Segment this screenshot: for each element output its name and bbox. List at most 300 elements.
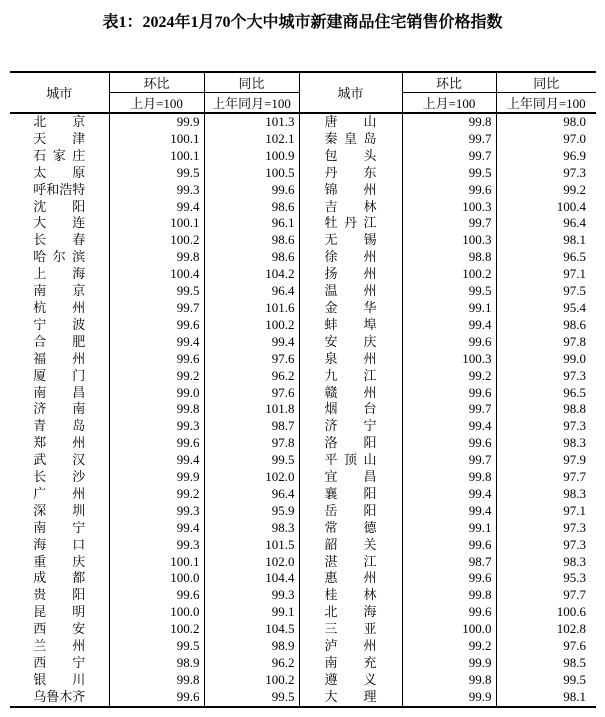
mom-value-cell: 99.5 bbox=[109, 283, 204, 300]
mom-value-cell: 99.6 bbox=[402, 570, 496, 587]
city-name: 赣州 bbox=[324, 384, 377, 400]
mom-value-cell: 100.2 bbox=[402, 266, 496, 283]
header-yoy-base-left: 上年同月=100 bbox=[204, 93, 299, 114]
yoy-value-cell: 98.3 bbox=[496, 486, 596, 503]
table-row bbox=[10, 655, 596, 672]
mom-value-cell: 99.7 bbox=[402, 131, 496, 148]
yoy-value-cell: 96.4 bbox=[204, 486, 299, 503]
mom-value-cell: 99.7 bbox=[109, 300, 204, 317]
city-name: 南昌 bbox=[33, 384, 86, 400]
yoy-value-cell: 97.3 bbox=[496, 520, 596, 537]
mom-value-cell: 99.4 bbox=[402, 503, 496, 520]
yoy-value-cell: 99.4 bbox=[204, 334, 299, 351]
city-cell bbox=[10, 520, 109, 537]
table-row bbox=[10, 148, 596, 165]
mom-value-cell: 99.6 bbox=[109, 317, 204, 334]
yoy-value-cell: 98.6 bbox=[204, 249, 299, 266]
city-cell bbox=[10, 604, 109, 621]
mom-value-cell: 99.6 bbox=[402, 182, 496, 199]
mom-value-cell: 99.6 bbox=[109, 435, 204, 452]
mom-value-cell: 100.0 bbox=[109, 604, 204, 621]
header-mom-base-right: 上月=100 bbox=[402, 93, 496, 114]
mom-value-cell: 99.3 bbox=[109, 418, 204, 435]
yoy-value-cell: 97.3 bbox=[496, 165, 596, 182]
city-name: 北京 bbox=[33, 114, 86, 129]
mom-value-cell: 99.1 bbox=[402, 300, 496, 317]
mom-value-cell: 100.3 bbox=[402, 351, 496, 368]
city-cell bbox=[299, 148, 402, 165]
mom-value-cell: 99.4 bbox=[402, 418, 496, 435]
city-name: 沈阳 bbox=[33, 198, 86, 214]
mom-value-cell: 99.4 bbox=[402, 486, 496, 503]
mom-value-cell: 99.2 bbox=[402, 638, 496, 655]
mom-value-cell: 99.5 bbox=[109, 638, 204, 655]
header-yoy-right: 同比 bbox=[496, 72, 596, 93]
mom-value-cell: 99.4 bbox=[109, 334, 204, 351]
city-name: 宁波 bbox=[33, 316, 86, 332]
yoy-value-cell: 97.6 bbox=[204, 385, 299, 402]
mom-value-cell: 99.1 bbox=[402, 520, 496, 537]
mom-value-cell: 100.4 bbox=[109, 266, 204, 283]
mom-value-cell: 100.2 bbox=[109, 621, 204, 638]
yoy-value-cell: 104.5 bbox=[204, 621, 299, 638]
yoy-value-cell: 97.3 bbox=[496, 418, 596, 435]
city-cell bbox=[10, 621, 109, 638]
yoy-value-cell: 97.8 bbox=[204, 435, 299, 452]
city-name: 贵阳 bbox=[33, 587, 86, 603]
yoy-value-cell: 98.6 bbox=[496, 317, 596, 334]
yoy-value-cell: 102.1 bbox=[204, 131, 299, 148]
mom-value-cell: 99.7 bbox=[402, 148, 496, 165]
city-name: 宜昌 bbox=[324, 469, 377, 485]
city-name: 长沙 bbox=[33, 469, 86, 485]
city-name: 武汉 bbox=[33, 452, 86, 468]
city-cell bbox=[10, 300, 109, 317]
city-cell bbox=[10, 283, 109, 300]
mom-value-cell: 98.7 bbox=[402, 554, 496, 571]
city-cell bbox=[10, 148, 109, 165]
yoy-value-cell: 98.7 bbox=[204, 418, 299, 435]
mom-value-cell: 99.6 bbox=[109, 689, 204, 707]
table-row bbox=[10, 537, 596, 554]
city-cell bbox=[299, 554, 402, 571]
table-row bbox=[10, 334, 596, 351]
city-name: 青岛 bbox=[33, 418, 86, 434]
yoy-value-cell: 98.8 bbox=[496, 401, 596, 418]
city-cell bbox=[299, 520, 402, 537]
yoy-value-cell: 96.9 bbox=[496, 148, 596, 165]
table-row bbox=[10, 300, 596, 317]
city-name: 银川 bbox=[33, 671, 86, 687]
header-mom-left: 环比 bbox=[109, 72, 204, 93]
mom-value-cell: 99.8 bbox=[109, 401, 204, 418]
city-name: 包头 bbox=[324, 147, 377, 163]
mom-value-cell: 100.1 bbox=[109, 215, 204, 232]
mom-value-cell: 99.8 bbox=[109, 672, 204, 689]
mom-value-cell: 99.9 bbox=[109, 469, 204, 486]
yoy-value-cell: 98.1 bbox=[496, 232, 596, 249]
mom-value-cell: 99.9 bbox=[109, 113, 204, 131]
yoy-value-cell: 100.5 bbox=[204, 165, 299, 182]
yoy-value-cell: 98.5 bbox=[496, 655, 596, 672]
table-row bbox=[10, 385, 596, 402]
city-name: 广州 bbox=[33, 485, 86, 501]
yoy-value-cell: 104.2 bbox=[204, 266, 299, 283]
city-name: 昆明 bbox=[33, 604, 86, 620]
city-cell bbox=[10, 182, 109, 199]
city-cell bbox=[299, 232, 402, 249]
city-name: 上海 bbox=[33, 266, 86, 282]
city-name: 惠州 bbox=[324, 570, 377, 586]
yoy-value-cell: 97.7 bbox=[496, 587, 596, 604]
city-cell bbox=[10, 334, 109, 351]
yoy-value-cell: 100.2 bbox=[204, 672, 299, 689]
mom-value-cell: 98.8 bbox=[402, 249, 496, 266]
header-city-right: 城市 bbox=[299, 72, 402, 113]
yoy-value-cell: 101.6 bbox=[204, 300, 299, 317]
table-row bbox=[10, 165, 596, 182]
city-name: 合肥 bbox=[33, 333, 86, 349]
mom-value-cell: 99.5 bbox=[402, 165, 496, 182]
city-cell bbox=[299, 638, 402, 655]
header-mom-right: 环比 bbox=[402, 72, 496, 93]
city-cell bbox=[10, 351, 109, 368]
mom-value-cell: 99.4 bbox=[109, 452, 204, 469]
city-name: 襄阳 bbox=[324, 485, 377, 501]
table-row bbox=[10, 604, 596, 621]
city-cell bbox=[10, 368, 109, 385]
city-name: 福州 bbox=[33, 350, 86, 366]
yoy-value-cell: 101.3 bbox=[204, 113, 299, 131]
table-row bbox=[10, 182, 596, 199]
yoy-value-cell: 99.5 bbox=[496, 672, 596, 689]
city-cell bbox=[299, 334, 402, 351]
table-row bbox=[10, 587, 596, 604]
table-row bbox=[10, 249, 596, 266]
mom-value-cell: 99.2 bbox=[109, 368, 204, 385]
mom-value-cell: 99.6 bbox=[402, 537, 496, 554]
city-name: 吉林 bbox=[324, 198, 377, 214]
yoy-value-cell: 98.6 bbox=[204, 232, 299, 249]
city-name: 天津 bbox=[33, 130, 86, 146]
city-name: 秦皇岛 bbox=[324, 130, 377, 146]
yoy-value-cell: 96.4 bbox=[204, 283, 299, 300]
mom-value-cell: 99.6 bbox=[402, 334, 496, 351]
city-cell bbox=[299, 182, 402, 199]
mom-value-cell: 100.0 bbox=[402, 621, 496, 638]
mom-value-cell: 99.3 bbox=[109, 182, 204, 199]
yoy-value-cell: 97.6 bbox=[204, 351, 299, 368]
city-cell bbox=[299, 537, 402, 554]
yoy-value-cell: 96.2 bbox=[204, 655, 299, 672]
table-row bbox=[10, 199, 596, 216]
city-cell bbox=[10, 587, 109, 604]
city-cell bbox=[10, 638, 109, 655]
city-cell bbox=[299, 655, 402, 672]
city-cell bbox=[299, 486, 402, 503]
city-cell bbox=[299, 401, 402, 418]
mom-value-cell: 99.5 bbox=[109, 165, 204, 182]
mom-value-cell: 99.8 bbox=[402, 113, 496, 131]
mom-value-cell: 99.0 bbox=[109, 385, 204, 402]
mom-value-cell: 100.1 bbox=[109, 148, 204, 165]
city-name: 大理 bbox=[324, 688, 377, 704]
yoy-value-cell: 97.5 bbox=[496, 283, 596, 300]
city-cell bbox=[299, 587, 402, 604]
city-name: 郑州 bbox=[33, 435, 86, 451]
mom-value-cell: 99.4 bbox=[109, 199, 204, 216]
yoy-value-cell: 100.6 bbox=[496, 604, 596, 621]
price-index-table bbox=[10, 71, 596, 708]
mom-value-cell: 99.4 bbox=[109, 520, 204, 537]
yoy-value-cell: 97.1 bbox=[496, 266, 596, 283]
city-name: 金华 bbox=[324, 299, 377, 315]
table-row bbox=[10, 554, 596, 571]
city-cell bbox=[10, 570, 109, 587]
yoy-value-cell: 99.3 bbox=[204, 587, 299, 604]
city-cell bbox=[299, 317, 402, 334]
city-name: 韶关 bbox=[324, 536, 377, 552]
mom-value-cell: 99.6 bbox=[109, 587, 204, 604]
yoy-value-cell: 98.3 bbox=[496, 554, 596, 571]
mom-value-cell: 99.3 bbox=[109, 503, 204, 520]
yoy-value-cell: 97.1 bbox=[496, 503, 596, 520]
city-cell bbox=[299, 199, 402, 216]
mom-value-cell: 99.5 bbox=[402, 283, 496, 300]
yoy-value-cell: 101.8 bbox=[204, 401, 299, 418]
header-mom-base-left: 上月=100 bbox=[109, 93, 204, 114]
table-body bbox=[10, 113, 596, 707]
city-cell bbox=[10, 486, 109, 503]
mom-value-cell: 98.9 bbox=[109, 655, 204, 672]
city-name: 大连 bbox=[33, 215, 86, 231]
table-row bbox=[10, 638, 596, 655]
city-name: 厦门 bbox=[33, 367, 86, 383]
city-name: 唐山 bbox=[324, 114, 377, 129]
yoy-value-cell: 96.4 bbox=[496, 215, 596, 232]
mom-value-cell: 99.8 bbox=[402, 587, 496, 604]
yoy-value-cell: 96.2 bbox=[204, 368, 299, 385]
mom-value-cell: 99.7 bbox=[402, 215, 496, 232]
mom-value-cell: 100.3 bbox=[402, 199, 496, 216]
city-name: 泸州 bbox=[324, 638, 377, 654]
city-name: 西安 bbox=[33, 621, 86, 637]
city-cell bbox=[299, 435, 402, 452]
city-name: 徐州 bbox=[324, 249, 377, 265]
city-name: 西宁 bbox=[33, 655, 86, 670]
city-name: 牡丹江 bbox=[324, 215, 377, 231]
yoy-value-cell: 97.9 bbox=[496, 452, 596, 469]
city-name: 烟台 bbox=[324, 401, 377, 417]
table-row bbox=[10, 232, 596, 249]
city-cell bbox=[10, 232, 109, 249]
city-cell bbox=[299, 604, 402, 621]
city-cell bbox=[299, 570, 402, 587]
city-name: 岳阳 bbox=[324, 502, 377, 518]
header-city-left: 城市 bbox=[10, 72, 109, 113]
city-cell bbox=[10, 401, 109, 418]
city-name: 泉州 bbox=[324, 350, 377, 366]
city-cell bbox=[10, 317, 109, 334]
yoy-value-cell: 101.5 bbox=[204, 537, 299, 554]
table-row bbox=[10, 283, 596, 300]
city-name: 海口 bbox=[33, 536, 86, 552]
city-name: 丹东 bbox=[324, 164, 377, 180]
city-cell bbox=[299, 469, 402, 486]
yoy-value-cell: 95.9 bbox=[204, 503, 299, 520]
mom-value-cell: 99.6 bbox=[109, 351, 204, 368]
city-cell bbox=[299, 503, 402, 520]
mom-value-cell: 99.6 bbox=[402, 604, 496, 621]
yoy-value-cell: 102.0 bbox=[204, 469, 299, 486]
yoy-value-cell: 96.5 bbox=[496, 385, 596, 402]
yoy-value-cell: 99.2 bbox=[496, 182, 596, 199]
city-name: 南充 bbox=[324, 655, 377, 670]
table-header bbox=[10, 72, 596, 113]
mom-value-cell: 99.7 bbox=[402, 452, 496, 469]
city-name: 平顶山 bbox=[324, 452, 377, 468]
table-row bbox=[10, 486, 596, 503]
table-row bbox=[10, 215, 596, 232]
city-name: 石家庄 bbox=[33, 147, 86, 163]
yoy-value-cell: 95.4 bbox=[496, 300, 596, 317]
yoy-value-cell: 99.1 bbox=[204, 604, 299, 621]
table-row bbox=[10, 520, 596, 537]
city-name: 常德 bbox=[324, 519, 377, 535]
yoy-value-cell: 99.5 bbox=[204, 689, 299, 707]
table-row bbox=[10, 435, 596, 452]
yoy-value-cell: 97.8 bbox=[496, 334, 596, 351]
yoy-value-cell: 98.0 bbox=[496, 113, 596, 131]
table-row bbox=[10, 266, 596, 283]
city-cell bbox=[10, 199, 109, 216]
table-row bbox=[10, 113, 596, 131]
yoy-value-cell: 99.6 bbox=[204, 182, 299, 199]
city-name: 长春 bbox=[33, 232, 86, 248]
city-cell bbox=[299, 385, 402, 402]
city-name: 三亚 bbox=[324, 621, 377, 637]
city-cell bbox=[10, 435, 109, 452]
city-name: 桂林 bbox=[324, 587, 377, 603]
city-name: 洛阳 bbox=[324, 435, 377, 451]
mom-value-cell: 99.4 bbox=[402, 317, 496, 334]
mom-value-cell: 99.2 bbox=[109, 486, 204, 503]
mom-value-cell: 100.1 bbox=[109, 131, 204, 148]
yoy-value-cell: 97.6 bbox=[496, 638, 596, 655]
city-name: 遵义 bbox=[324, 671, 377, 687]
city-cell bbox=[10, 452, 109, 469]
table-row bbox=[10, 368, 596, 385]
city-name: 扬州 bbox=[324, 266, 377, 282]
city-name: 锦州 bbox=[324, 181, 377, 197]
mom-value-cell: 100.3 bbox=[402, 232, 496, 249]
mom-value-cell: 99.6 bbox=[402, 435, 496, 452]
city-cell bbox=[10, 131, 109, 148]
yoy-value-cell: 95.3 bbox=[496, 570, 596, 587]
city-cell bbox=[10, 418, 109, 435]
table-row bbox=[10, 503, 596, 520]
yoy-value-cell: 97.3 bbox=[496, 537, 596, 554]
city-cell bbox=[10, 113, 109, 131]
table-row bbox=[10, 469, 596, 486]
yoy-value-cell: 97.0 bbox=[496, 131, 596, 148]
city-cell bbox=[299, 351, 402, 368]
city-cell bbox=[10, 385, 109, 402]
table-row bbox=[10, 570, 596, 587]
city-name: 温州 bbox=[324, 283, 377, 299]
mom-value-cell: 99.7 bbox=[402, 401, 496, 418]
city-cell bbox=[299, 621, 402, 638]
mom-value-cell: 99.8 bbox=[402, 672, 496, 689]
city-cell bbox=[299, 300, 402, 317]
city-name: 成都 bbox=[33, 570, 86, 586]
yoy-value-cell: 98.6 bbox=[204, 199, 299, 216]
table-row bbox=[10, 452, 596, 469]
city-name: 乌鲁木齐 bbox=[33, 688, 86, 704]
mom-value-cell: 99.8 bbox=[402, 469, 496, 486]
yoy-value-cell: 98.1 bbox=[496, 689, 596, 707]
yoy-value-cell: 98.3 bbox=[204, 520, 299, 537]
city-name: 湛江 bbox=[324, 553, 377, 569]
city-cell bbox=[10, 672, 109, 689]
city-name: 南京 bbox=[33, 283, 86, 299]
city-cell bbox=[299, 215, 402, 232]
city-name: 九江 bbox=[324, 367, 377, 383]
city-cell bbox=[299, 452, 402, 469]
mom-value-cell: 100.2 bbox=[109, 232, 204, 249]
city-cell bbox=[10, 266, 109, 283]
mom-value-cell: 100.0 bbox=[109, 570, 204, 587]
table-row bbox=[10, 401, 596, 418]
table-row bbox=[10, 621, 596, 638]
city-cell bbox=[10, 215, 109, 232]
city-cell bbox=[299, 266, 402, 283]
city-cell bbox=[299, 689, 402, 707]
city-cell bbox=[299, 418, 402, 435]
city-cell bbox=[299, 368, 402, 385]
yoy-value-cell: 98.3 bbox=[496, 435, 596, 452]
yoy-value-cell: 99.0 bbox=[496, 351, 596, 368]
yoy-value-cell: 97.3 bbox=[496, 368, 596, 385]
yoy-value-cell: 96.1 bbox=[204, 215, 299, 232]
city-name: 济南 bbox=[33, 401, 86, 417]
mom-value-cell: 100.1 bbox=[109, 554, 204, 571]
city-cell bbox=[299, 283, 402, 300]
city-name: 兰州 bbox=[33, 638, 86, 654]
city-cell bbox=[10, 554, 109, 571]
yoy-value-cell: 100.9 bbox=[204, 148, 299, 165]
table-row bbox=[10, 351, 596, 368]
table-row bbox=[10, 672, 596, 689]
city-name: 无锡 bbox=[324, 232, 377, 248]
yoy-value-cell: 100.2 bbox=[204, 317, 299, 334]
city-name: 太原 bbox=[33, 164, 86, 180]
city-cell bbox=[299, 131, 402, 148]
city-cell bbox=[299, 672, 402, 689]
mom-value-cell: 99.6 bbox=[402, 385, 496, 402]
header-yoy-base-right: 上年同月=100 bbox=[496, 93, 596, 114]
city-cell bbox=[10, 249, 109, 266]
mom-value-cell: 99.8 bbox=[109, 249, 204, 266]
city-cell bbox=[10, 537, 109, 554]
mom-value-cell: 99.2 bbox=[402, 368, 496, 385]
city-name: 呼和浩特 bbox=[33, 181, 86, 197]
city-name: 深圳 bbox=[33, 502, 86, 518]
yoy-value-cell: 98.9 bbox=[204, 638, 299, 655]
yoy-value-cell: 97.7 bbox=[496, 469, 596, 486]
header-yoy-left: 同比 bbox=[204, 72, 299, 93]
mom-value-cell: 99.9 bbox=[402, 689, 496, 707]
